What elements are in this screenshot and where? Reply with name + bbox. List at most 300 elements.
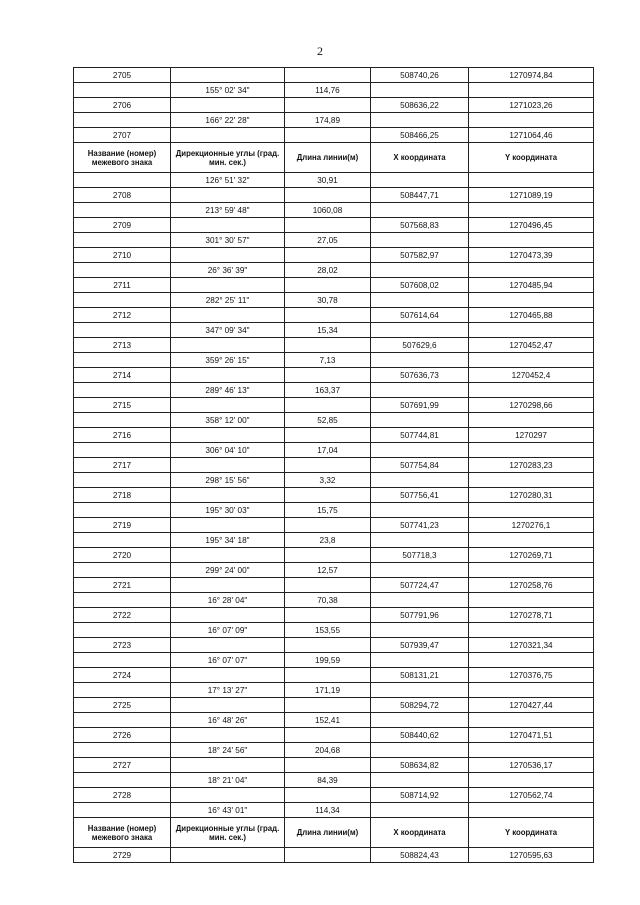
point-row: [74, 728, 594, 743]
x-coordinate: 508634,82: [371, 758, 469, 773]
x-cell-empty: [371, 233, 469, 248]
name-cell-empty: [74, 713, 171, 728]
segment-row: [74, 413, 594, 428]
angle-cell-empty: [171, 458, 285, 473]
point-row: [74, 68, 594, 83]
x-coordinate: 507608,02: [371, 278, 469, 293]
point-name: 2706: [74, 98, 171, 113]
segment-row: [74, 83, 594, 98]
direction-angle: 17° 13' 27": [171, 683, 285, 698]
y-coordinate: 1270269,71: [469, 548, 594, 563]
name-cell-empty: [74, 623, 171, 638]
length-cell-empty: [285, 758, 371, 773]
point-name: 2716: [74, 428, 171, 443]
name-cell-empty: [74, 743, 171, 758]
length-cell-empty: [285, 308, 371, 323]
angle-cell-empty: [171, 218, 285, 233]
y-cell-empty: [469, 683, 594, 698]
line-length: 15,75: [285, 503, 371, 518]
page-number: 2: [317, 44, 323, 58]
angle-cell-empty: [171, 638, 285, 653]
line-length: 152,41: [285, 713, 371, 728]
point-name: 2721: [74, 578, 171, 593]
y-cell-empty: [469, 293, 594, 308]
segment-row: [74, 113, 594, 128]
y-coordinate: 1270496,45: [469, 218, 594, 233]
name-cell-empty: [74, 353, 171, 368]
angle-cell-empty: [171, 68, 285, 83]
direction-angle: 155° 02' 34": [171, 83, 285, 98]
name-cell-empty: [74, 593, 171, 608]
line-length: 174,89: [285, 113, 371, 128]
point-row: [74, 188, 594, 203]
point-row: [74, 308, 594, 323]
line-length: 171,19: [285, 683, 371, 698]
angle-cell-empty: [171, 338, 285, 353]
point-name: 2723: [74, 638, 171, 653]
segment-row: [74, 653, 594, 668]
direction-angle: 18° 21' 04": [171, 773, 285, 788]
y-cell-empty: [469, 383, 594, 398]
x-coordinate: 508824,43: [371, 848, 469, 863]
x-coordinate: 508714,92: [371, 788, 469, 803]
name-cell-empty: [74, 653, 171, 668]
name-cell-empty: [74, 83, 171, 98]
direction-angle: 359° 26' 15": [171, 353, 285, 368]
point-row: [74, 368, 594, 383]
y-cell-empty: [469, 173, 594, 188]
y-coordinate: 1270452,47: [469, 338, 594, 353]
direction-angle: 16° 07' 09": [171, 623, 285, 638]
x-coordinate: 507939,47: [371, 638, 469, 653]
point-name: 2722: [74, 608, 171, 623]
angle-cell-empty: [171, 608, 285, 623]
line-length: 52,85: [285, 413, 371, 428]
x-coordinate: 507691,99: [371, 398, 469, 413]
length-cell-empty: [285, 248, 371, 263]
y-coordinate: 1270298,66: [469, 398, 594, 413]
y-cell-empty: [469, 653, 594, 668]
point-name: 2714: [74, 368, 171, 383]
x-cell-empty: [371, 533, 469, 548]
line-length: 163,37: [285, 383, 371, 398]
line-length: 204,68: [285, 743, 371, 758]
x-coordinate: 508740,26: [371, 68, 469, 83]
segment-row: [74, 173, 594, 188]
length-cell-empty: [285, 518, 371, 533]
point-name: 2708: [74, 188, 171, 203]
point-name: 2705: [74, 68, 171, 83]
x-coordinate: 507614,64: [371, 308, 469, 323]
line-length: 15,34: [285, 323, 371, 338]
direction-angle: 195° 34' 18": [171, 533, 285, 548]
y-cell-empty: [469, 413, 594, 428]
point-row: [74, 428, 594, 443]
angle-cell-empty: [171, 788, 285, 803]
length-cell-empty: [285, 398, 371, 413]
length-cell-empty: [285, 428, 371, 443]
x-coordinate: 508131,21: [371, 668, 469, 683]
point-row: [74, 248, 594, 263]
angle-cell-empty: [171, 248, 285, 263]
point-row: [74, 698, 594, 713]
angle-cell-empty: [171, 488, 285, 503]
y-cell-empty: [469, 353, 594, 368]
point-row: [74, 848, 594, 863]
x-coordinate: 508636,22: [371, 98, 469, 113]
x-cell-empty: [371, 443, 469, 458]
x-cell-empty: [371, 503, 469, 518]
line-length: 114,34: [285, 803, 371, 818]
y-coordinate: 1271064,46: [469, 128, 594, 143]
y-cell-empty: [469, 773, 594, 788]
x-coordinate: 508447,71: [371, 188, 469, 203]
x-coordinate: 507741,23: [371, 518, 469, 533]
line-length: 30,78: [285, 293, 371, 308]
name-cell-empty: [74, 113, 171, 128]
direction-angle: 301° 30' 57": [171, 233, 285, 248]
point-name: 2724: [74, 668, 171, 683]
x-cell-empty: [371, 653, 469, 668]
name-cell-empty: [74, 233, 171, 248]
line-length: 17,04: [285, 443, 371, 458]
y-coordinate: 1270452,4: [469, 368, 594, 383]
header-direction-angle: Дирекционные углы (град. мин. сек.): [171, 143, 285, 173]
y-cell-empty: [469, 533, 594, 548]
y-coordinate: 1270258,76: [469, 578, 594, 593]
y-cell-empty: [469, 323, 594, 338]
segment-row: [74, 503, 594, 518]
y-coordinate: 1270974,84: [469, 68, 594, 83]
x-coordinate: 507744,81: [371, 428, 469, 443]
segment-row: [74, 683, 594, 698]
segment-row: [74, 743, 594, 758]
x-coordinate: 508466,25: [371, 128, 469, 143]
point-row: [74, 668, 594, 683]
segment-row: [74, 443, 594, 458]
y-coordinate: 1270536,17: [469, 758, 594, 773]
header-x-coordinate: X координата: [371, 818, 469, 848]
name-cell-empty: [74, 683, 171, 698]
point-name: 2720: [74, 548, 171, 563]
point-row: [74, 398, 594, 413]
angle-cell-empty: [171, 428, 285, 443]
x-cell-empty: [371, 473, 469, 488]
length-cell-empty: [285, 578, 371, 593]
length-cell-empty: [285, 188, 371, 203]
line-length: 84,39: [285, 773, 371, 788]
x-cell-empty: [371, 263, 469, 278]
y-coordinate: 1270465,88: [469, 308, 594, 323]
direction-angle: 126° 51' 32": [171, 173, 285, 188]
x-cell-empty: [371, 113, 469, 128]
y-cell-empty: [469, 233, 594, 248]
point-row: [74, 758, 594, 773]
x-cell-empty: [371, 83, 469, 98]
name-cell-empty: [74, 203, 171, 218]
direction-angle: 166° 22' 28": [171, 113, 285, 128]
point-name: 2729: [74, 848, 171, 863]
point-name: 2725: [74, 698, 171, 713]
name-cell-empty: [74, 563, 171, 578]
length-cell-empty: [285, 488, 371, 503]
direction-angle: 16° 43' 01": [171, 803, 285, 818]
point-row: [74, 338, 594, 353]
angle-cell-empty: [171, 548, 285, 563]
y-coordinate: 1270485,94: [469, 278, 594, 293]
y-cell-empty: [469, 83, 594, 98]
name-cell-empty: [74, 293, 171, 308]
x-cell-empty: [371, 803, 469, 818]
direction-angle: 347° 09' 34": [171, 323, 285, 338]
segment-row: [74, 713, 594, 728]
direction-angle: 16° 48' 26": [171, 713, 285, 728]
angle-cell-empty: [171, 278, 285, 293]
point-row: [74, 98, 594, 113]
direction-angle: 298° 15' 56": [171, 473, 285, 488]
length-cell-empty: [285, 548, 371, 563]
name-cell-empty: [74, 503, 171, 518]
header-point-name: Название (номер) межевого знака: [74, 818, 171, 848]
header-line-length: Длина линии(м): [285, 818, 371, 848]
x-coordinate: 507718,3: [371, 548, 469, 563]
length-cell-empty: [285, 788, 371, 803]
header-y-coordinate: Y координата: [469, 818, 594, 848]
line-length: 70,38: [285, 593, 371, 608]
x-coordinate: 507568,83: [371, 218, 469, 233]
direction-angle: 358° 12' 00": [171, 413, 285, 428]
segment-row: [74, 263, 594, 278]
name-cell-empty: [74, 533, 171, 548]
x-cell-empty: [371, 713, 469, 728]
point-row: [74, 128, 594, 143]
angle-cell-empty: [171, 698, 285, 713]
x-cell-empty: [371, 323, 469, 338]
direction-angle: 195° 30' 03": [171, 503, 285, 518]
y-coordinate: 1270562,74: [469, 788, 594, 803]
x-coordinate: 507754,84: [371, 458, 469, 473]
x-cell-empty: [371, 203, 469, 218]
point-name: 2718: [74, 488, 171, 503]
y-cell-empty: [469, 203, 594, 218]
segment-row: [74, 563, 594, 578]
y-cell-empty: [469, 623, 594, 638]
x-coordinate: 507582,97: [371, 248, 469, 263]
point-name: 2717: [74, 458, 171, 473]
point-row: [74, 788, 594, 803]
y-coordinate: 1270278,71: [469, 608, 594, 623]
name-cell-empty: [74, 413, 171, 428]
point-name: 2710: [74, 248, 171, 263]
angle-cell-empty: [171, 518, 285, 533]
x-coordinate: 508294,72: [371, 698, 469, 713]
segment-row: [74, 773, 594, 788]
length-cell-empty: [285, 848, 371, 863]
angle-cell-empty: [171, 578, 285, 593]
y-cell-empty: [469, 503, 594, 518]
length-cell-empty: [285, 698, 371, 713]
angle-cell-empty: [171, 848, 285, 863]
x-cell-empty: [371, 293, 469, 308]
x-coordinate: 507629,6: [371, 338, 469, 353]
length-cell-empty: [285, 68, 371, 83]
point-row: [74, 578, 594, 593]
point-name: 2713: [74, 338, 171, 353]
point-name: 2707: [74, 128, 171, 143]
name-cell-empty: [74, 803, 171, 818]
y-coordinate: 1270427,44: [469, 698, 594, 713]
y-cell-empty: [469, 593, 594, 608]
length-cell-empty: [285, 458, 371, 473]
line-length: 7,13: [285, 353, 371, 368]
y-cell-empty: [469, 473, 594, 488]
header-point-name: Название (номер) межевого знака: [74, 143, 171, 173]
y-coordinate: 1270595,63: [469, 848, 594, 863]
point-row: [74, 638, 594, 653]
line-length: 27,05: [285, 233, 371, 248]
direction-angle: 299° 24' 00": [171, 563, 285, 578]
point-row: [74, 548, 594, 563]
segment-row: [74, 383, 594, 398]
line-length: 199,59: [285, 653, 371, 668]
point-row: [74, 488, 594, 503]
y-coordinate: 1271023,26: [469, 98, 594, 113]
y-cell-empty: [469, 263, 594, 278]
y-coordinate: 1270280,31: [469, 488, 594, 503]
line-length: 28,02: [285, 263, 371, 278]
x-cell-empty: [371, 743, 469, 758]
y-coordinate: 1270297: [469, 428, 594, 443]
y-cell-empty: [469, 713, 594, 728]
length-cell-empty: [285, 638, 371, 653]
angle-cell-empty: [171, 368, 285, 383]
line-length: 23,8: [285, 533, 371, 548]
length-cell-empty: [285, 668, 371, 683]
direction-angle: 26° 36' 39": [171, 263, 285, 278]
point-name: 2728: [74, 788, 171, 803]
segment-row: [74, 233, 594, 248]
table-header-row: [74, 143, 594, 173]
point-name: 2719: [74, 518, 171, 533]
x-cell-empty: [371, 383, 469, 398]
y-cell-empty: [469, 443, 594, 458]
angle-cell-empty: [171, 188, 285, 203]
header-direction-angle: Дирекционные углы (град. мин. сек.): [171, 818, 285, 848]
length-cell-empty: [285, 128, 371, 143]
line-length: 3,32: [285, 473, 371, 488]
angle-cell-empty: [171, 398, 285, 413]
direction-angle: 289° 46' 13": [171, 383, 285, 398]
y-cell-empty: [469, 563, 594, 578]
y-coordinate: 1271089,19: [469, 188, 594, 203]
length-cell-empty: [285, 278, 371, 293]
point-row: [74, 218, 594, 233]
line-length: 114,76: [285, 83, 371, 98]
angle-cell-empty: [171, 128, 285, 143]
name-cell-empty: [74, 473, 171, 488]
line-length: 153,55: [285, 623, 371, 638]
direction-angle: 213° 59' 48": [171, 203, 285, 218]
direction-angle: 16° 28' 04": [171, 593, 285, 608]
point-name: 2711: [74, 278, 171, 293]
segment-row: [74, 803, 594, 818]
y-coordinate: 1270276,1: [469, 518, 594, 533]
name-cell-empty: [74, 773, 171, 788]
x-cell-empty: [371, 413, 469, 428]
segment-row: [74, 353, 594, 368]
y-coordinate: 1270376,75: [469, 668, 594, 683]
header-x-coordinate: X координата: [371, 143, 469, 173]
segment-row: [74, 473, 594, 488]
angle-cell-empty: [171, 308, 285, 323]
point-row: [74, 278, 594, 293]
name-cell-empty: [74, 383, 171, 398]
point-name: 2727: [74, 758, 171, 773]
length-cell-empty: [285, 368, 371, 383]
angle-cell-empty: [171, 98, 285, 113]
y-coordinate: 1270283,23: [469, 458, 594, 473]
x-coordinate: 508440,62: [371, 728, 469, 743]
y-coordinate: 1270473,39: [469, 248, 594, 263]
angle-cell-empty: [171, 668, 285, 683]
point-row: [74, 518, 594, 533]
point-name: 2712: [74, 308, 171, 323]
x-coordinate: 507756,41: [371, 488, 469, 503]
point-name: 2715: [74, 398, 171, 413]
x-cell-empty: [371, 593, 469, 608]
length-cell-empty: [285, 98, 371, 113]
segment-row: [74, 203, 594, 218]
y-cell-empty: [469, 113, 594, 128]
header-y-coordinate: Y координата: [469, 143, 594, 173]
length-cell-empty: [285, 338, 371, 353]
x-cell-empty: [371, 623, 469, 638]
angle-cell-empty: [171, 728, 285, 743]
direction-angle: 16° 07' 07": [171, 653, 285, 668]
direction-angle: 306° 04' 10": [171, 443, 285, 458]
segment-row: [74, 533, 594, 548]
header-line-length: Длина линии(м): [285, 143, 371, 173]
y-cell-empty: [469, 743, 594, 758]
segment-row: [74, 623, 594, 638]
length-cell-empty: [285, 728, 371, 743]
x-cell-empty: [371, 563, 469, 578]
point-name: 2726: [74, 728, 171, 743]
name-cell-empty: [74, 263, 171, 278]
x-cell-empty: [371, 683, 469, 698]
x-cell-empty: [371, 773, 469, 788]
direction-angle: 282° 25' 11": [171, 293, 285, 308]
angle-cell-empty: [171, 758, 285, 773]
segment-row: [74, 593, 594, 608]
x-cell-empty: [371, 173, 469, 188]
y-coordinate: 1270321,34: [469, 638, 594, 653]
segment-row: [74, 323, 594, 338]
name-cell-empty: [74, 173, 171, 188]
boundary-coordinates-table: [73, 67, 594, 863]
table-header-row: [74, 818, 594, 848]
length-cell-empty: [285, 218, 371, 233]
y-coordinate: 1270471,51: [469, 728, 594, 743]
length-cell-empty: [285, 608, 371, 623]
name-cell-empty: [74, 443, 171, 458]
line-length: 30,91: [285, 173, 371, 188]
point-name: 2709: [74, 218, 171, 233]
line-length: 1060,08: [285, 203, 371, 218]
x-cell-empty: [371, 353, 469, 368]
y-cell-empty: [469, 803, 594, 818]
x-coordinate: 507791,96: [371, 608, 469, 623]
